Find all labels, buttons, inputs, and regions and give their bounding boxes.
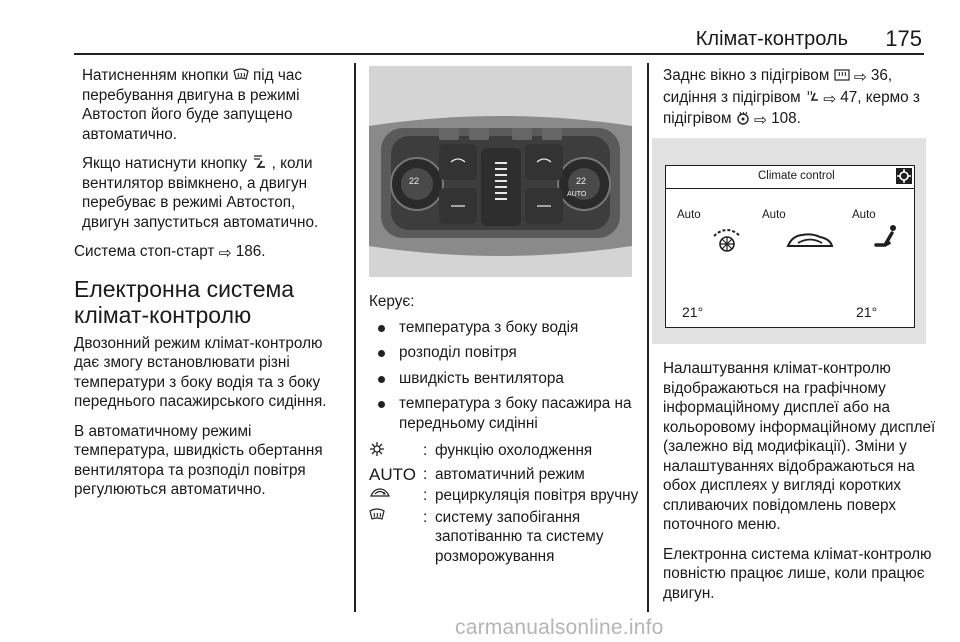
paragraph-auto-mode: В автоматичному режимі температура, швидкість обертання вентилятора та розподіл повітря регулюються автоматично. — [74, 422, 323, 498]
list-item: температура з боку пасажира на передньому сидінні — [369, 394, 639, 433]
display-temp-right: 21° — [856, 304, 878, 320]
list-item: швидкість вентилятора — [369, 369, 639, 389]
paragraph-fan-autostop: Якщо натиснути кнопку , коли вентилятор ввімкнено, а двигун перебуває в режимі Автостоп, двигун запуститься автоматично. — [82, 155, 319, 231]
photo-auto-label: AUTO — [567, 191, 587, 198]
heated-seat-icon — [805, 90, 819, 104]
header-rule — [74, 53, 924, 55]
recirculation-icon — [369, 486, 391, 500]
auto-symbol: AUTO — [369, 464, 416, 484]
windshield-defrost-icon — [369, 508, 385, 522]
display-fan-icon[interactable] — [710, 226, 744, 254]
photo-right-temp: 22 — [576, 176, 587, 186]
page-ref-icon: ⇨ — [218, 245, 232, 262]
def-recirculation: : рециркуляція повітря вручну — [369, 486, 639, 506]
controls-list — [369, 318, 639, 434]
paragraph-autostop-defrost: Натисненням кнопки під час перебування двигуна в режимі Автостоп його буде запущено автоматично. — [82, 67, 302, 143]
windshield-defrost-icon — [233, 68, 249, 82]
list-item: розподіл повітря — [369, 343, 639, 363]
page-ref-icon: ⇨ — [823, 90, 837, 108]
watermark: carmanualsonline.info — [455, 616, 664, 639]
paragraph-dual-zone: Двозонний режим клімат-контролю дає змогу встановлювати різні температури з боку водія та з боку переднього пасажирського сидіння. — [74, 334, 327, 410]
column-divider-1 — [354, 63, 356, 612]
paragraph-display-info: Налаштування клімат-контролю відображаються на графічному інформаційному дисплеї або на кольоровому інформаційному дисплеї (залежно від модифікації). Зміни у налаштуваннях відображаються на обох дисплеях у вигляді коротких спливаючих повідомлень поверх поточного меню. — [663, 360, 936, 533]
rear-window-heat-icon — [834, 68, 850, 82]
def-auto: AUTO : автоматичний режим — [369, 464, 585, 484]
photo-left-temp: 22 — [409, 176, 420, 186]
paragraph-engine-running: Електронна система клімат-контролю повністю працює лише, коли працює двигун. — [663, 545, 932, 602]
column-divider-2 — [647, 63, 649, 612]
column-2 — [369, 292, 639, 568]
climate-display-panel — [665, 165, 915, 328]
column-1 — [74, 66, 346, 510]
display-settings-icon[interactable] — [896, 168, 912, 184]
display-recirculation-icon[interactable] — [786, 230, 834, 252]
display-auto-mid: Auto — [762, 209, 786, 221]
def-cooling: : функцію охолодження — [369, 441, 639, 463]
climate-display-image — [652, 138, 926, 344]
page-number: 175 — [885, 26, 922, 51]
column-3-top — [663, 66, 938, 141]
seat-fan-icon — [251, 155, 267, 170]
climate-panel-photo — [369, 66, 632, 277]
display-auto-left: Auto — [677, 209, 701, 221]
page-header — [0, 0, 960, 56]
display-title: Climate control — [758, 170, 835, 182]
display-title-bar — [666, 166, 914, 189]
display-temp-left: 21° — [682, 304, 704, 320]
paragraph-stop-start-ref: Система стоп-старт ⇨ 186. — [74, 243, 266, 262]
page-ref-icon: ⇨ — [853, 69, 867, 86]
snowflake-icon — [369, 441, 385, 457]
page-ref-icon: ⇨ — [753, 112, 767, 129]
symbol-definitions — [369, 441, 639, 566]
heated-steering-wheel-icon — [736, 111, 750, 125]
controls-intro: Керує: — [369, 293, 415, 310]
display-seat-distribution-icon[interactable] — [872, 224, 900, 254]
section-title: Клімат-контроль — [695, 28, 848, 50]
section-heading: Електронна система клімат-контролю — [74, 275, 295, 328]
list-item: температура з боку водія — [369, 318, 639, 338]
display-auto-right: Auto — [852, 209, 876, 221]
column-3-bottom — [663, 359, 938, 613]
def-defrost: : систему запобігання запотіванню та систему розморожування — [369, 508, 639, 567]
paragraph-heated-refs: Заднє вікно з підігрівом ⇨ 36, сидіння з підігрівом ⇨ 47, кермо з підігрівом ⇨ 108. — [663, 67, 920, 129]
